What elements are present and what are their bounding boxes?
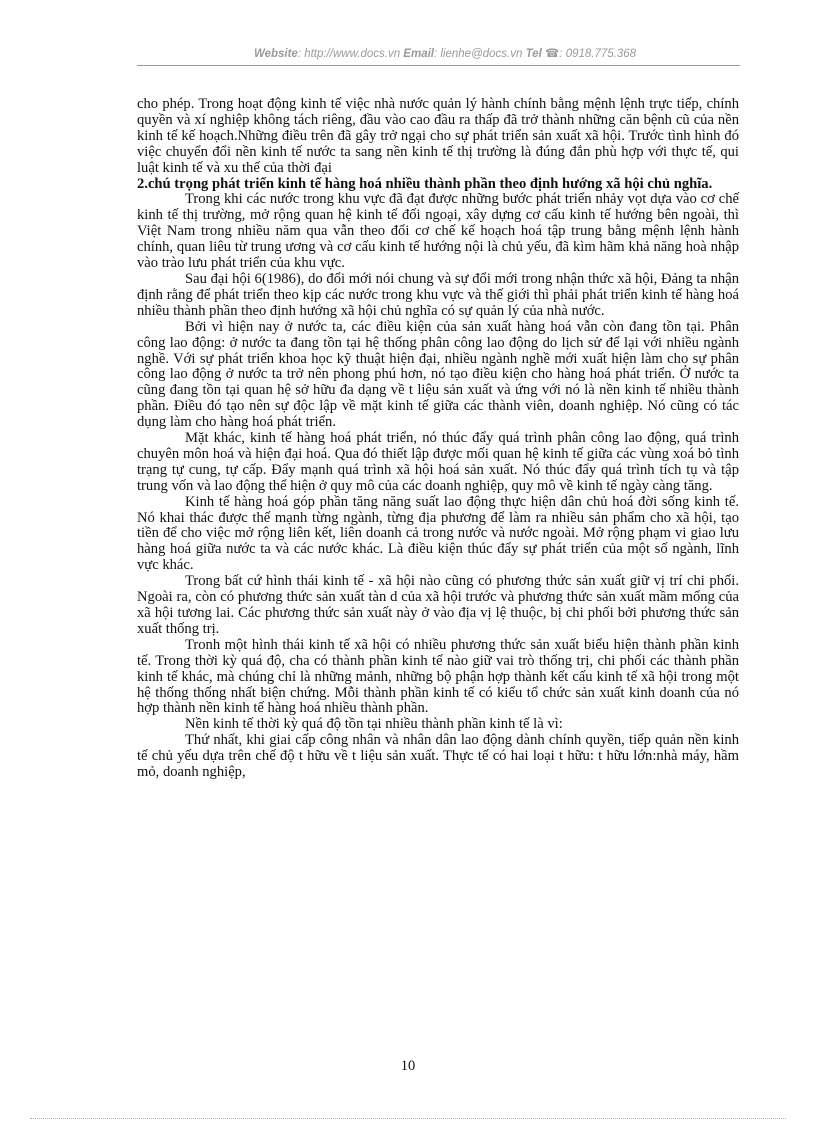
paragraph: Thứ nhất, khi giai cấp công nhân và nhân dân lao động dành chính quyền, tiếp quản nền kinh tế chủ yếu dựa trên chế độ t hữu về t liệu sản xuất. Thực tế có hai loại t hữu: t hữu lớn:nhà máy, hầm mỏ, doanh nghiệp, bbox=[137, 732, 739, 781]
paragraph: Sau đại hội 6(1986), do đổi mới nói chung và sự đổi mới trong nhận thức xã hội, Đảng ta nhận định rằng để phát triển theo kịp các nước trong khu vực và thế giới thì phải phát triển kinh tế hàng hoá nhiều thành phần theo định hướng xã hội chủ nghĩa có sự quản lý của nhà nước. bbox=[137, 270, 739, 319]
document-body bbox=[137, 97, 739, 781]
email-label: Email bbox=[403, 48, 434, 60]
paragraph: Trong khi các nước trong khu vực đã đạt được những bước phát triển nhảy vọt dựa vào cơ chế kinh tế thị trường, mở rộng quan hệ kinh tế đối ngoại, xây dựng cơ cấu kinh tế hướng bên ngoài, thì Việt Nam trong nhiều năm qua vẫn theo đổi cơ chế kế hoạch hoá tập trung bằng mệnh lệnh hành chính, quan liêu từ trung ương và cơ cấu kinh tế hướng nội là chủ yếu, đã kìm hãm khả năng hoà nhập vào trào lưu phát triển của khu vực. bbox=[137, 191, 739, 272]
paragraph-continuation: cho phép. Trong hoạt động kinh tế việc nhà nước quản lý hành chính bằng mệnh lệnh trực tiếp, chính quyền và xí nghiệp không tách riêng, đầu vào cao đầu ra thấp đã trở thành những căn bệnh cũ của nền kinh tế kế hoạch.Những điều trên đã gây trở ngại cho sự phát triển sản xuất xã hội. Trước tình hình đó việc chuyển đổi nền kinh tế nước ta sang nền kinh tế thị trường là đúng đắn phù hợp với thực tế, qui luật kinh tế và xu thế của thời đại bbox=[137, 96, 739, 176]
header-divider bbox=[137, 65, 740, 66]
paragraph: Tronh một hình thái kinh tế xã hội có nhiều phương thức sản xuất biểu hiện thành phần kinh tế. Trong thời kỳ quá độ, cha có thành phần kinh tế nào giữ vai trò thống trị, chi phối các thành phần kinh tế khác, mà chúng chỉ là những mảnh, những bộ phận hợp thành kết cấu kinh tế xã hội trong một hệ thống thống nhất biện chứng. Mỗi thành phần kinh tế có kiểu tổ chức sản xuất kinh doanh của nó hợp thành nền kinh tế hàng hoá nhiều thành phần. bbox=[137, 636, 739, 717]
website-label: Website bbox=[253, 48, 298, 60]
paragraph: Mặt khác, kinh tế hàng hoá phát triển, nó thúc đẩy quá trình phân công lao động, quá trình chuyên môn hoá và hiện đại hoá. Qua đó thiết lập được mối quan hệ kinh tế giữa các vùng xoá bỏ tình trạng tự cung, tự cấp. Đẩy mạnh quá trình xã hội hoá sản xuất. Nó thúc đẩy quá trình tích tụ và tập trung vốn và lao động thể hiện ở quy mô của các doanh nghiệp, quy mô về kinh tế ngày càng tăng. bbox=[137, 430, 739, 494]
email-value: : lienhe@docs.vn bbox=[433, 48, 523, 60]
paragraph: Trong bất cứ hình thái kinh tế - xã hội nào cũng có phương thức sản xuất giữ vị trí chi phối. Ngoài ra, còn có phương thức sản xuất tàn d của xã hội trước và phương thức sản xuất mầm mống của xã hội tương lai. Các phương thức sản xuất này ở vào địa vị lệ thuộc, bị chi phối bởi phương thức sản xuất thống trị. bbox=[137, 573, 739, 637]
page-number: 10 bbox=[400, 1058, 416, 1074]
footer-divider bbox=[30, 1118, 786, 1119]
tel-label: Tel bbox=[525, 48, 542, 60]
page-header bbox=[150, 46, 740, 60]
paragraph: Kinh tế hàng hoá góp phần tăng năng suất lao động thực hiện dân chủ hoá đời sống kinh tế. Nó khai thác được thế mạnh từng ngành, từng địa phương để làm ra nhiều sản phẩm cho xã hội, tạo tiền để cho việc mở rộng liên kết, liên doanh cả trong nước và nước ngoài. Mở rộng phạm vi giao lưu hàng hoá giữa nước ta và các nước khác. Là điều kiện thúc đẩy sự phát triển của một số ngành, lĩnh vực khác. bbox=[137, 493, 739, 574]
section-heading: 2.chú trọng phát triển kinh tế hàng hoá nhiều thành phần theo định hướng xã hội chủ nghĩa. bbox=[137, 175, 713, 192]
website-value: : http://www.docs.vn bbox=[297, 48, 401, 60]
tel-value: ☎: 0918.775.368 bbox=[544, 48, 637, 60]
paragraph: Nền kinh tế thời kỳ quá độ tồn tại nhiều thành phần kinh tế là vì: bbox=[185, 716, 563, 733]
paragraph: Bởi vì hiện nay ở nước ta, các điều kiện của sản xuất hàng hoá vẫn còn đang tồn tại. Phân công lao động: ở nước ta đang tồn tại hệ thống phân công lao động do lịch sử để lại với nhiều ngành nghề. Với sự phát triển khoa học kỹ thuật hiện đại, nhiều ngành nghề mới xuất hiện làm cho sự phân công lao động ở nước ta trở nên phong phú hơn, nó tạo điều kiện cho hàng hoá phát triển. Ở nước ta cũng đang tồn tại quan hệ sở hữu đa dạng về t liệu sản xuất và ứng với nó là nền kinh tế nhiều thành phần. Điều đó tạo nên sự độc lập về mặt kinh tế giữa các thành viên, doanh nghiệp. Nó cũng có tác dụng làm cho hàng hoá phát triển. bbox=[137, 318, 739, 431]
